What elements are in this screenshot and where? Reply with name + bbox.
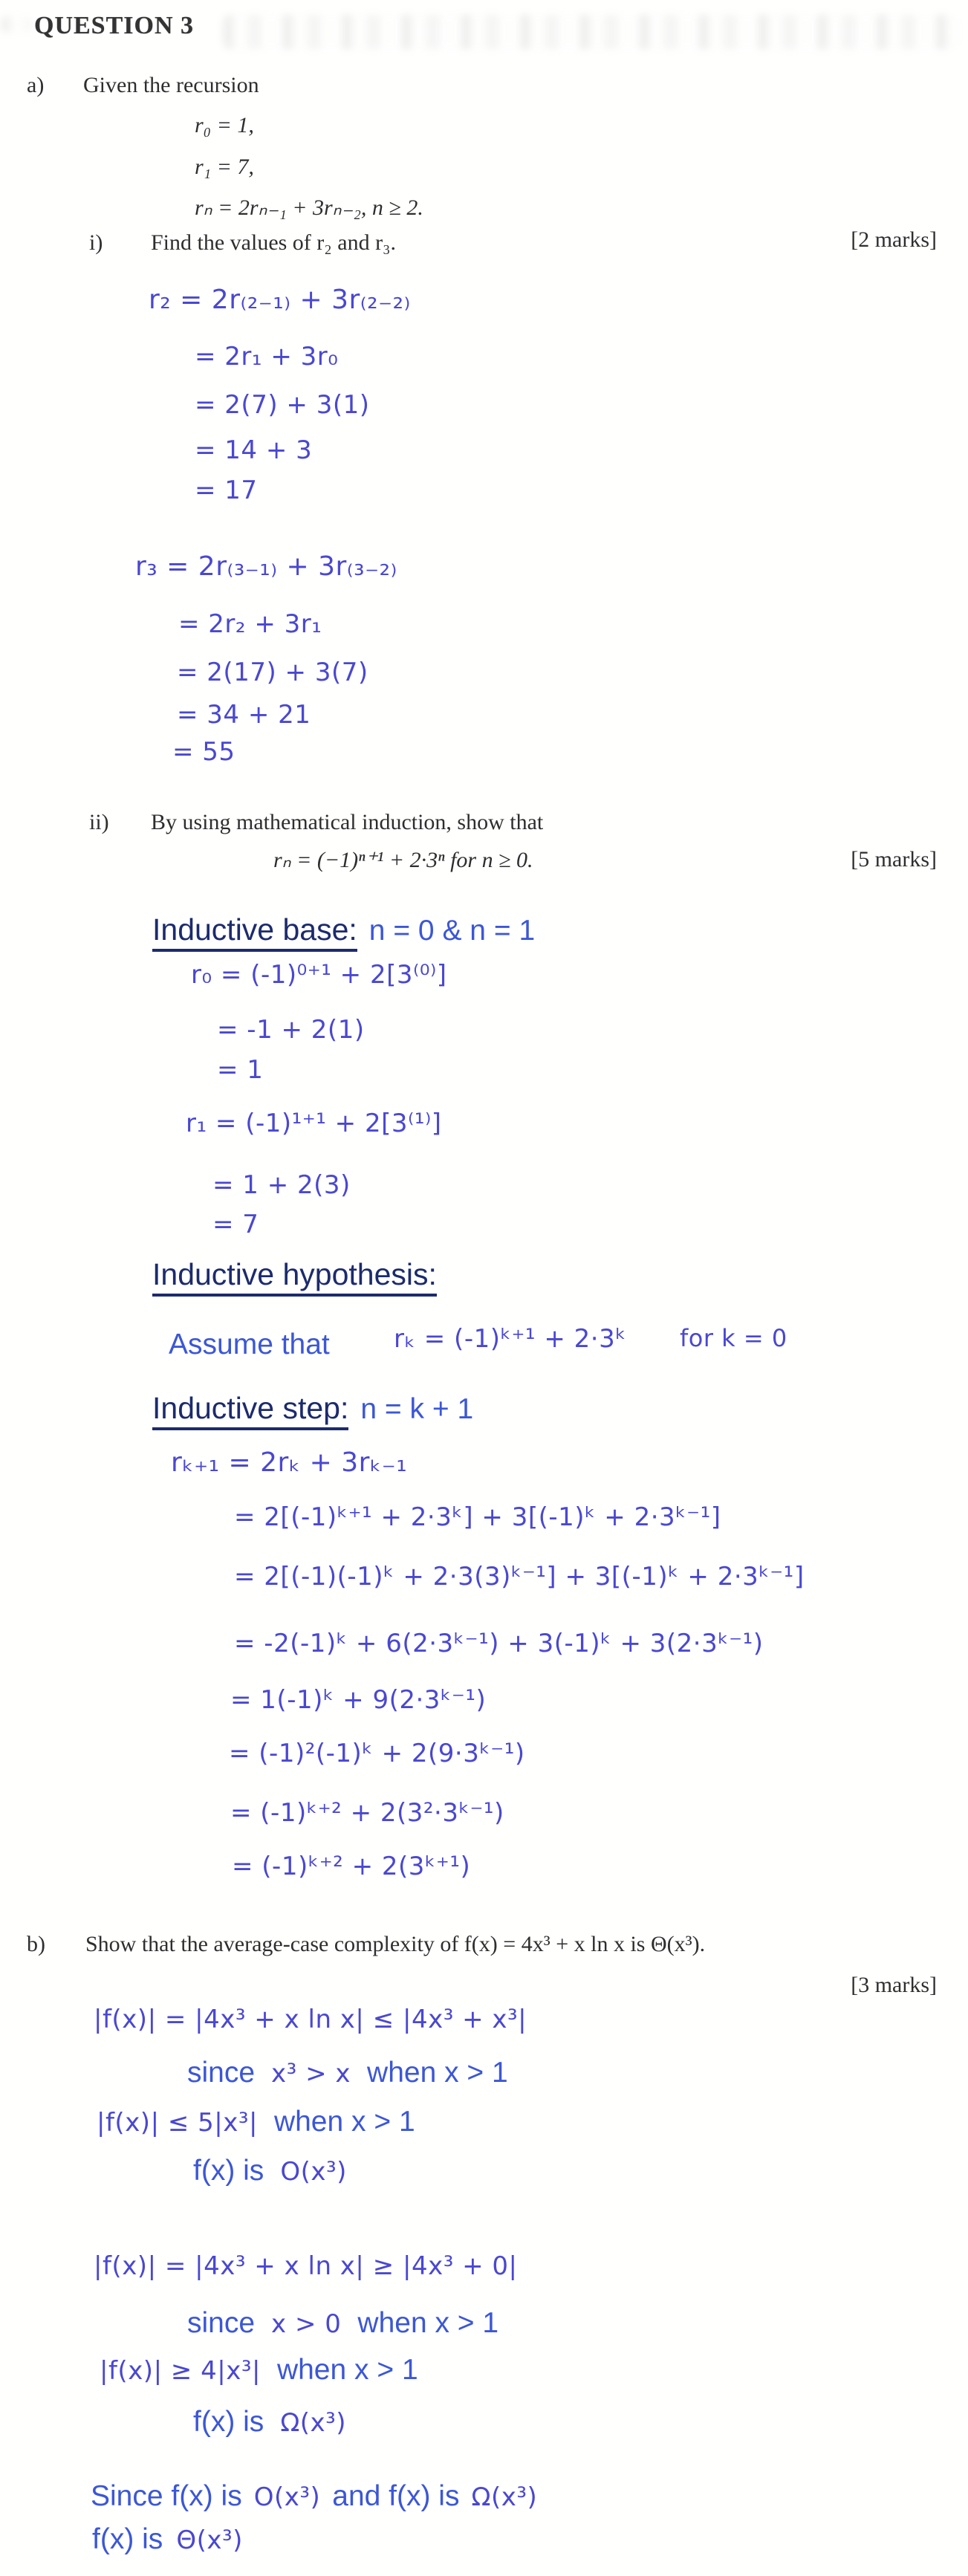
- work-r2-line: = 17: [195, 476, 258, 505]
- bigomega-line2-row: [100, 2354, 418, 2387]
- part-ii-marks: [5 marks]: [851, 847, 937, 872]
- question-title: QUESTION 3: [34, 12, 194, 39]
- since-label: since: [187, 2307, 256, 2339]
- work-r3-line: = 34 + 21: [177, 700, 311, 730]
- bigo-conclusion-row: [193, 2155, 347, 2187]
- inductive-base-heading: Inductive base:: [152, 912, 357, 952]
- part-ii-prompt: By using mathematical induction, show that: [151, 810, 544, 834]
- work-r3-line: = 2r₂ + 3r₁: [178, 609, 322, 639]
- bigomega-line2: |f(x)| ≥ 4|x³|: [100, 2356, 261, 2386]
- part-a-label: a): [27, 73, 45, 97]
- work-r3-line: = 2(17) + 3(7): [177, 658, 368, 687]
- bigo-line2-condition: when x > 1: [273, 2106, 415, 2138]
- work-r2-line: r₂ = 2r₍₂₋₁₎ + 3r₍₂₋₂₎: [149, 285, 411, 315]
- recursion-line-rn: rₙ = 2rₙ₋₁ + 3rₙ₋₂, n ≥ 2.: [195, 195, 423, 220]
- summary-final-label: f(x) is: [92, 2523, 163, 2555]
- summary-row: [91, 2480, 537, 2513]
- bigomega-line2-condition: when x > 1: [276, 2354, 418, 2386]
- since-math: x > 0: [271, 2309, 342, 2339]
- bigo-line2: |f(x)| ≤ 5|x³|: [97, 2108, 258, 2138]
- inductive-step-heading: Inductive step:: [152, 1391, 348, 1430]
- base-r1-line: = 7: [212, 1210, 259, 1239]
- bigomega-line1: |f(x)| = |4x³ + x ln x| ≥ |4x³ + 0|: [94, 2251, 518, 2281]
- scan-noise-band: [223, 15, 958, 49]
- recursion-line-r0: r₀ = 1,: [195, 113, 254, 137]
- since-condition: when x > 1: [357, 2307, 499, 2339]
- bigo-since-row: [187, 2057, 508, 2089]
- part-a-intro: Given the recursion: [83, 73, 259, 97]
- assume-condition: for k = 0: [680, 1324, 787, 1352]
- base-r0-line: r₀ = (-1)⁰⁺¹ + 2[3⁽⁰⁾]: [191, 960, 447, 990]
- summary-final-row: [92, 2523, 243, 2556]
- part-b-marks: [3 marks]: [851, 1973, 937, 1997]
- bigo-line2-row: [97, 2106, 415, 2138]
- since-math: x³ > x: [271, 2059, 351, 2089]
- inductive-base-heading-row: [152, 912, 535, 947]
- bigomega-since-row: [187, 2307, 498, 2340]
- inductive-base-note: n = 0 & n = 1: [368, 915, 536, 947]
- base-r0-line: = 1: [217, 1055, 264, 1085]
- part-i-marks: [2 marks]: [851, 227, 937, 252]
- step-line: = 1(-1)ᵏ + 9(2·3ᵏ⁻¹): [230, 1685, 487, 1715]
- conclusion-label: f(x) is: [193, 2155, 264, 2187]
- part-ii-label: ii): [89, 810, 109, 834]
- inductive-step-note: n = k + 1: [360, 1393, 474, 1425]
- work-r2-line: = 2r₁ + 3r₀: [195, 342, 339, 372]
- conclusion-label: f(x) is: [193, 2406, 264, 2438]
- part-b-label: b): [27, 1932, 45, 1956]
- work-r2-line: = 2(7) + 3(1): [195, 390, 370, 420]
- summary-seg2: O(x³): [253, 2482, 321, 2512]
- summary-seg4: Ω(x³): [471, 2482, 538, 2512]
- since-label: since: [187, 2057, 256, 2089]
- summary-seg3: and f(x) is: [332, 2480, 460, 2512]
- conclusion-math: O(x³): [280, 2157, 347, 2187]
- inductive-hypothesis-heading-row: [152, 1257, 437, 1292]
- base-r1-line: = 1 + 2(3): [212, 1170, 351, 1200]
- assume-label: Assume that: [169, 1328, 330, 1360]
- bigo-line1: |f(x)| = |4x³ + x ln x| ≤ |4x³ + x³|: [94, 2005, 527, 2034]
- conclusion-math: Ω(x³): [280, 2408, 347, 2438]
- summary-seg1: Since f(x) is: [91, 2480, 242, 2512]
- part-i-label: i): [89, 230, 103, 255]
- step-line: = -2(-1)ᵏ + 6(2·3ᵏ⁻¹) + 3(-1)ᵏ + 3(2·3ᵏ⁻¹): [234, 1629, 764, 1658]
- work-r3-line: r₃ = 2r₍₃₋₁₎ + 3r₍₃₋₂₎: [135, 551, 397, 582]
- step-line: = 2[(-1)(-1)ᵏ + 2·3(3)ᵏ⁻¹] + 3[(-1)ᵏ + 2·3ᵏ⁻¹]: [234, 1562, 805, 1592]
- scan-noise-left: [0, 16, 31, 33]
- summary-final-math: Θ(x³): [176, 2525, 243, 2555]
- inductive-step-heading-row: [152, 1391, 473, 1426]
- part-b-prompt: Show that the average-case complexity of f(x) = 4x³ + x ln x is Θ(x³).: [85, 1932, 706, 1956]
- step-line: rₖ₊₁ = 2rₖ + 3rₖ₋₁: [171, 1447, 408, 1478]
- step-line: = (-1)ᵏ⁺² + 2(3²·3ᵏ⁻¹): [230, 1798, 504, 1828]
- part-ii-formula: rₙ = (−1)ⁿ⁺¹ + 2·3ⁿ for n ≥ 0.: [273, 848, 533, 872]
- since-condition: when x > 1: [367, 2057, 508, 2089]
- step-line: = 2[(-1)ᵏ⁺¹ + 2·3ᵏ] + 3[(-1)ᵏ + 2·3ᵏ⁻¹]: [234, 1502, 721, 1532]
- part-i-prompt: Find the values of r₂ and r₃.: [151, 230, 397, 255]
- work-r2-line: = 14 + 3: [195, 435, 313, 465]
- step-line: = (-1)ᵏ⁺² + 2(3ᵏ⁺¹): [232, 1852, 471, 1881]
- bigomega-conclusion-row: [193, 2406, 346, 2439]
- step-line: = (-1)²(-1)ᵏ + 2(9·3ᵏ⁻¹): [229, 1739, 525, 1768]
- base-r1-line: r₁ = (-1)¹⁺¹ + 2[3⁽¹⁾]: [186, 1109, 442, 1138]
- assume-formula: rₖ = (-1)ᵏ⁺¹ + 2·3ᵏ: [394, 1324, 627, 1354]
- work-r3-line: = 55: [172, 737, 235, 767]
- inductive-hypothesis-heading: Inductive hypothesis:: [152, 1257, 437, 1297]
- base-r0-line: = -1 + 2(1): [217, 1015, 365, 1045]
- recursion-line-r1: r₁ = 7,: [195, 155, 254, 179]
